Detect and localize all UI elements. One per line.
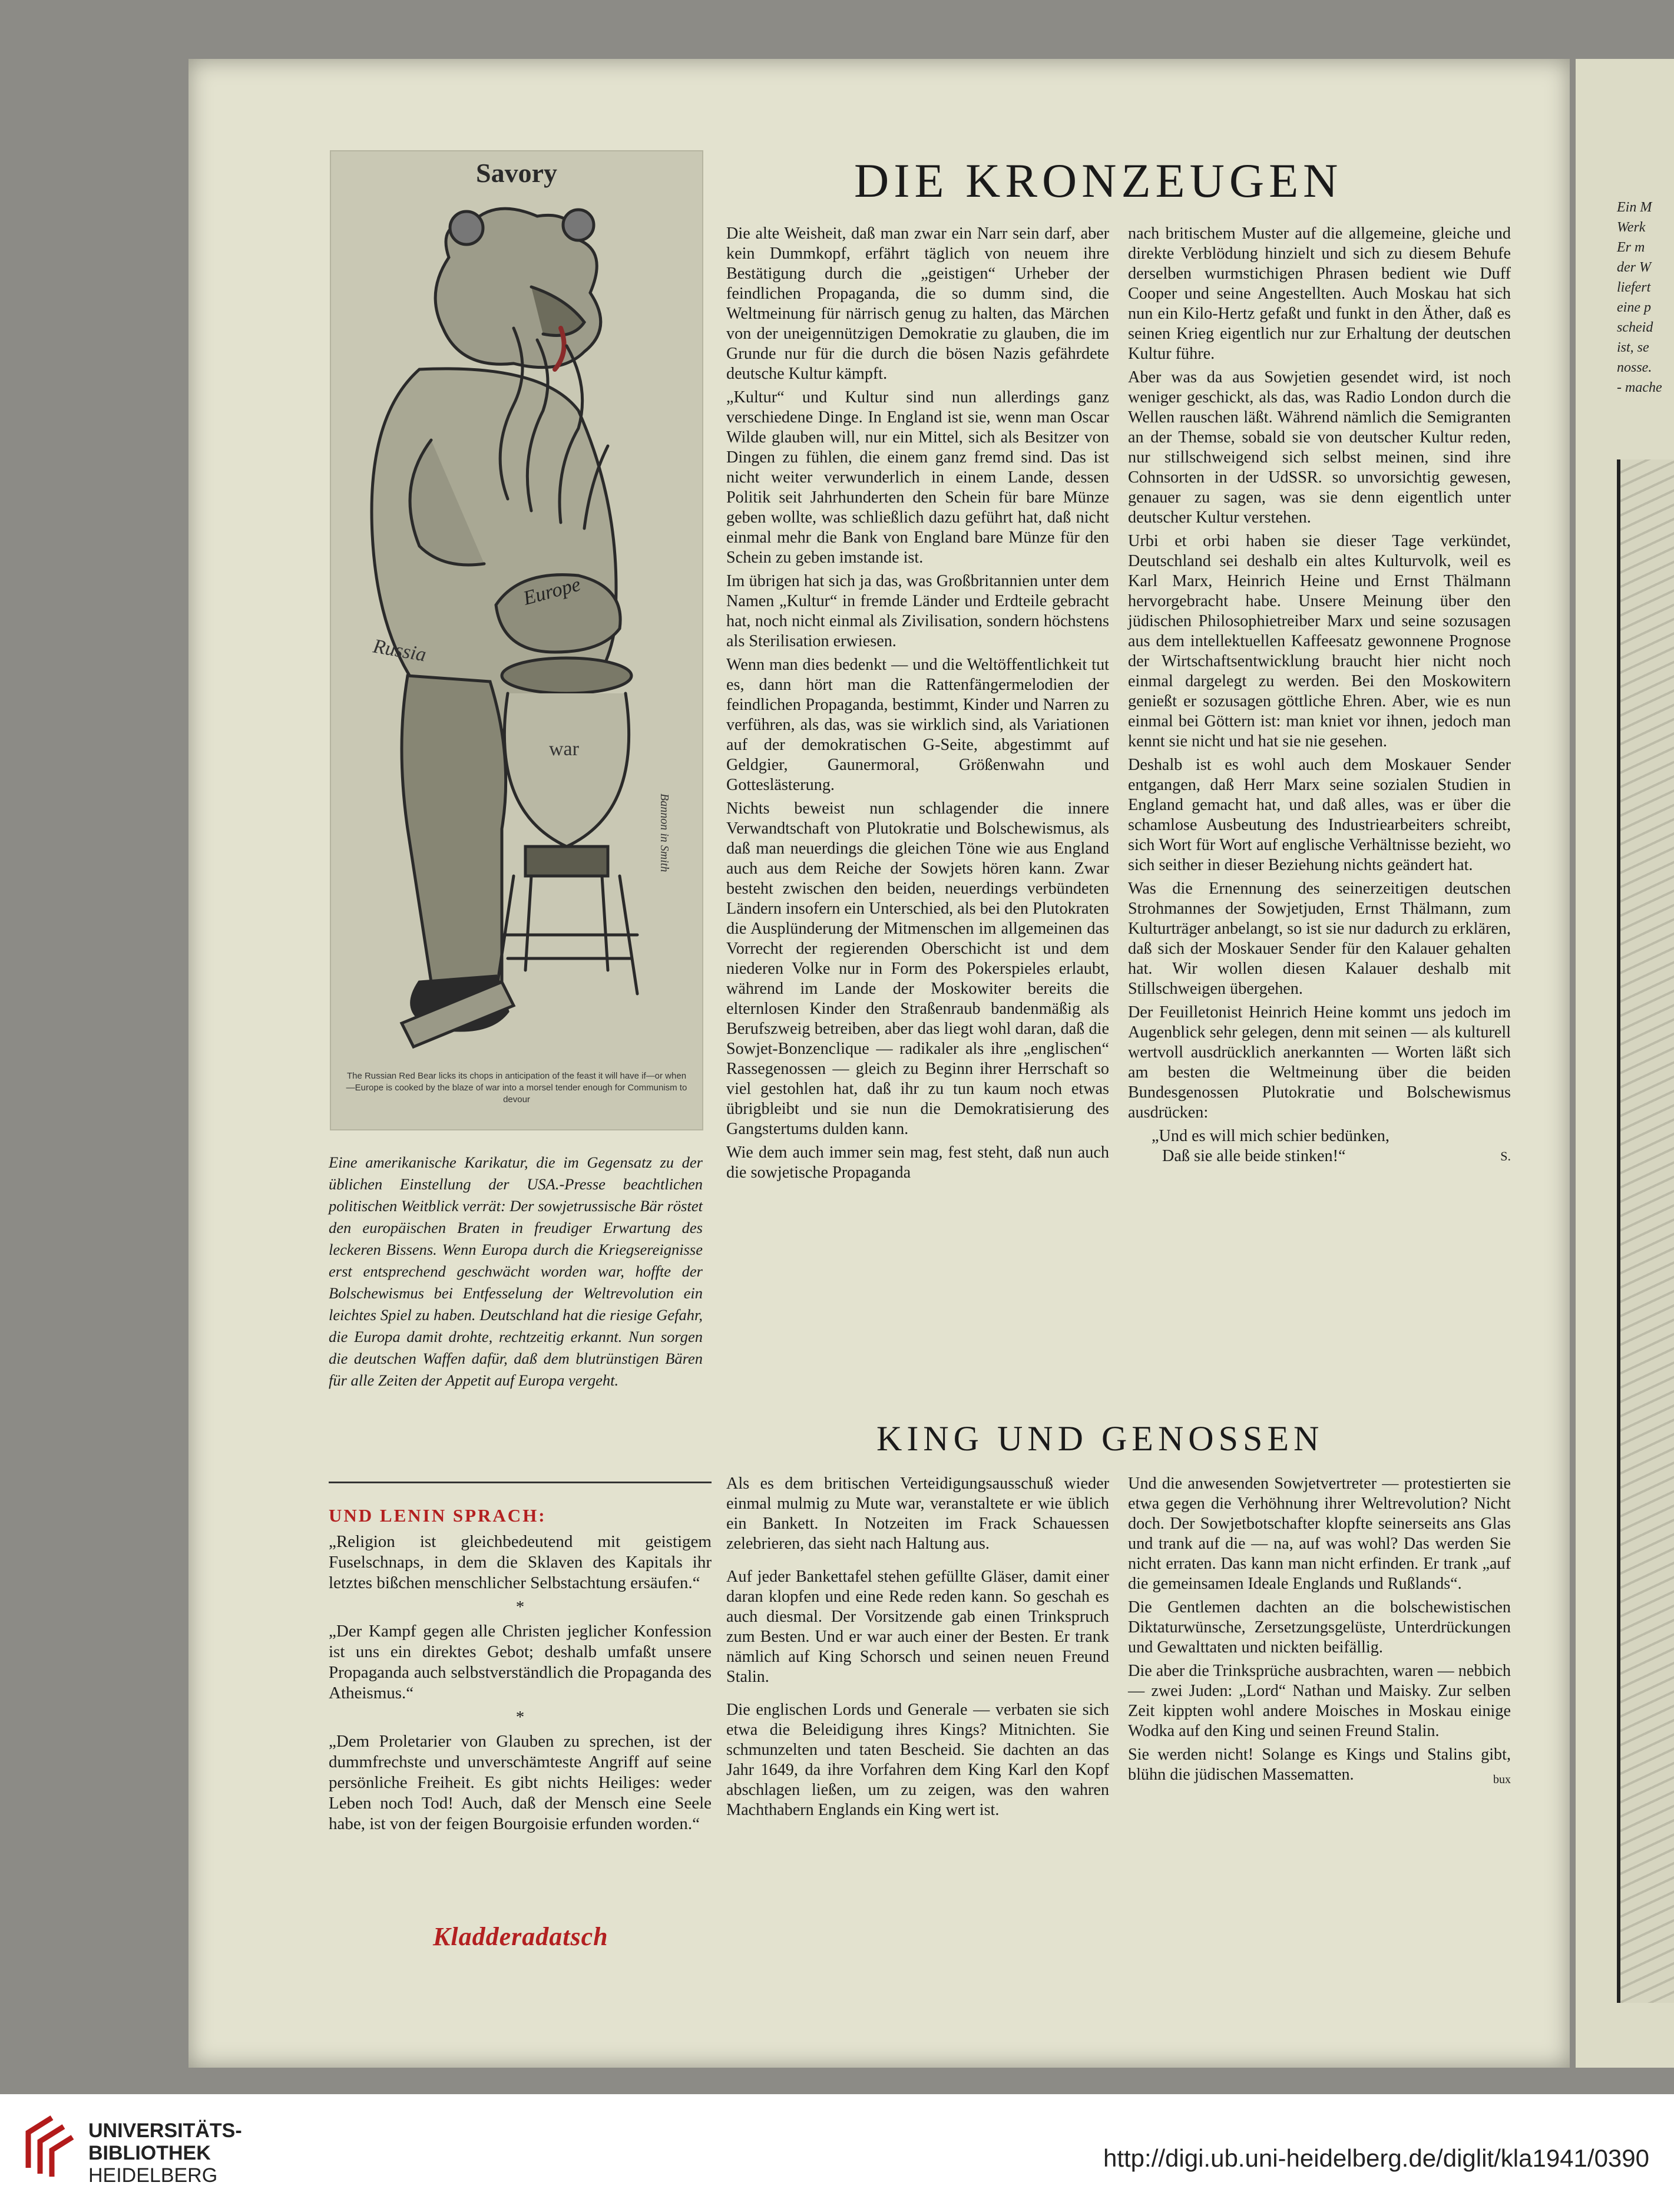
- next-page-edge: [1576, 59, 1674, 2068]
- bear-drawing: [331, 193, 702, 1064]
- paragraph: Als es dem britischen Verteidigungsausschuß wieder einmal mulmig zu Mute war, veranstaltete er wie üblich ein Bankett. In Notzeiten im Frack Schauessen zelebrieren, das sieht nach Haltung aus.: [726, 1474, 1109, 1553]
- next-page-text-line: Er m: [1617, 240, 1645, 255]
- paragraph: Urbi et orbi haben sie dieser Tage verkündet, Deutschland sei deshalb ein altes Kulturvolk, weil es Karl Marx, Heinrich Heine und Ernst Thälmann hervorgebracht habe. Unsere Meinung über den jüdischen Philosophietreiber Marx und seine sozusagen aus dem intellektuellen Kaffeesatz gewonnene Prognose der Wirtschaftsentwicklung braucht hier nicht noch einmal dargelegt zu werden. Bei den Moskowitern genießt er sozusagen göttliche Ehren. Aber, wie es nun einmal bei Göttern ist: man kniet vor ihnen, jedoch man kennt sie nicht und hat sie nie gesehen.: [1128, 532, 1511, 750]
- cartoon-artist-signature: Bannon in Smith: [658, 793, 671, 872]
- library-name-line: BIBLIOTHEK: [88, 2142, 211, 2164]
- next-page-text-line: der W: [1617, 260, 1651, 275]
- next-page-text-line: nosse.: [1617, 360, 1652, 375]
- paragraph: Die aber die Trinksprüche ausbrachten, waren — nebbich — zwei Juden: „Lord“ Nathan und Maisky. Zur selben Zeit kippten wohl andere Moisches in Moskau einige Wodka auf den King und seinen Freund Stalin.: [1128, 1662, 1511, 1740]
- cartoon-image: [330, 150, 703, 1130]
- next-page-text-line: Werk: [1617, 220, 1646, 235]
- library-name-line: HEIDELBERG: [88, 2164, 218, 2187]
- paragraph: Aber was da aus Sowjetien gesendet wird, ist noch weniger geschickt, als das, was Radio London durch die Wellen rauschen läßt. Während nämlich die Semigranten an der Themse, sobald sie von deutscher Kultur reden, nur stillschweigend sich selbst meinen, sind ihre Cohnsorten in der UdSSR. so unvorsichtig gewesen, genauer zu sagen, was sie denn eigentlich unter deutscher Kultur verstehen.: [1128, 368, 1511, 527]
- verse-line: „Und es will mich schier bedünken,: [1152, 1127, 1390, 1145]
- paragraph: Im übrigen hat sich ja das, was Großbritannien unter dem Namen „Kultur“ in fremde Länder und Erdteile gebracht hat, noch nicht einmal als Zivilisation, sondern höchstens als Sterilisation erwiesen.: [726, 572, 1109, 650]
- university-library-logo-icon[interactable]: [16, 2109, 81, 2180]
- cartoon-title: Savory: [476, 158, 557, 188]
- permalink-url[interactable]: http://digi.ub.uni-heidelberg.de/diglit/kla1941/0390: [1103, 2144, 1649, 2172]
- lenin-quote: „Religion ist gleichbedeutend mit geistigem Fuselschnaps, in dem die Sklaven des Kapitals ihr letztes bißchen menschlicher Selbstachtung ersäufen.“: [329, 1532, 712, 1592]
- next-page-text-line: Ein M: [1617, 200, 1652, 215]
- separator-star: *: [515, 1708, 525, 1727]
- article2-signature: bux: [1493, 1773, 1511, 1786]
- paragraph: Die alte Weisheit, daß man zwar ein Narr sein darf, aber kein Dummkopf, erfährt täglich von neuem ihre Bestätigung durch die „geistigen“ Urheber der feindlichen Propaganda, die so dumm sind, die Weltmeinung für närrisch genug zu halten, das Märchen von der uneigennützigen Demokratie zu glauben, die im Grunde nur für die durch die bösen Nazis gefährdete deutsche Kultur kämpft.: [726, 224, 1109, 383]
- library-name-line: UNIVERSITÄTS-: [88, 2120, 242, 2142]
- lenin-quote: „Der Kampf gegen alle Christen jeglicher Konfession ist uns ein direktes Gebot; deshalb umfaßt unsere Propaganda auch selbstverständlich die Propaganda des Atheismus.“: [329, 1622, 712, 1702]
- paragraph: Wie dem auch immer sein mag, fest steht, daß nun auch die sowjetische Propaganda: [726, 1143, 1109, 1182]
- next-page-text-line: eine p: [1617, 300, 1651, 315]
- paragraph: Und die anwesenden Sowjetvertreter — protestierten sie etwa gegen die Verhöhnung ihrer Weltrevolution? Nicht doch. Der Sowjetbotschafter klopfte seinerseits ans Glas und trank auf die — na, auf was wohl? Das werden Sie nicht erraten. Das kann man nicht erfinden. Er trank „auf die gemeinsamen Ideale Englands und Rußlands“.: [1128, 1474, 1511, 1593]
- verse-line-text: Daß sie alle beide stinken!“: [1162, 1147, 1346, 1165]
- next-page-illustration: [1617, 459, 1674, 2003]
- cartoon-label-russia: Russia: [371, 635, 428, 666]
- paragraph: [1128, 1745, 1511, 1785]
- article2-column-2: [1128, 1474, 1511, 1790]
- next-page-text-line: liefert: [1617, 280, 1651, 295]
- library-name[interactable]: [88, 2120, 242, 2187]
- masthead-logo: Kladderadatsch: [433, 1922, 608, 1951]
- cartoon-label-europe: Europe: [521, 573, 583, 610]
- paragraph: Nichts beweist nun schlagender die innere Verwandtschaft von Plutokratie und Bolschewismus, als daß man neuerdings die gleichen Töne wie aus England auch aus dem Reiche der Sowjets hören kann. Zwar besteht zwischen den beiden, neuerdings verbündeten Ländern insofern ein Unterschied, als bei den Plutokraten die Ausplünderung der Mitmenschen im allgemeinen das Vorrecht der regierenden Oberschicht ist und dem niederen Volke nur in Form des Pokerspieles erlaubt, während im Lande der Moskowiter bereits die elternlosen Kinder den Straßenraub bandenmäßig als Berufszweig betreiben, aber das liegt wohl daran, daß die Sowjet-Bonzenclique — radikaler als ihre „englischen“ Rassegenossen — gleich zu Beginn ihrer Herrschaft so viel gestohlen hat, daß ihr zu tun kaum noch etwas übrigbleibt und sie nun die Demokratisierung des Gangstertums dulden kann.: [726, 799, 1109, 1138]
- article1-column-2: [1128, 224, 1511, 1166]
- heine-verse: [1128, 1126, 1511, 1166]
- lenin-section: [329, 1505, 712, 1838]
- cartoon-label-war: war: [549, 738, 579, 760]
- lenin-quote: „Dem Proletarier von Glauben zu sprechen, ist der dummfrechste und unverschämteste Angriff auf seine persönliche Freiheit. Es gibt nichts Heiliges: weder Leben noch Tod! Auch, daß der Mensch eine Seele habe, ist von der feigen Bourgoisie erfunden worden.“: [329, 1732, 712, 1833]
- article-title: KING UND GENOSSEN: [876, 1419, 1324, 1458]
- next-page-text-line: scheid: [1617, 320, 1653, 335]
- cartoon-commentary: Eine amerikanische Karikatur, die im Gegensatz zu der üblichen Einstellung der USA.-Presse beachtlichen politischen Weitblick verrät: Der sowjetrussische Bär röstet den europäischen Braten in freudiger Erwartung des leckeren Bissens. Wenn Europa durch die Kriegsereignisse erst entsprechend geschwächt worden war, hoffte der Bolschewismus bei Entfesselung der Weltrevolution ein leichtes Spiel zu haben. Deutschland hat die riesige Gefahr, die Europa damit drohte, rechtzeitig erkannt. Nun sorgen die deutschen Waffen dafür, daß dem blutrünstigen Bären für alle Zeiten der Appetit auf Europa vergeht.: [329, 1153, 703, 1389]
- paragraph: Wenn man dies bedenkt — und die Weltöffentlichkeit tut es, dann hört man die Rattenfängermelodien der feindlichen Propaganda, bestimmt, Kinder und Narren zu verführen, als das, was sie wirklich sind, als Variationen auf der demokratischen G-Seite, abgestimmt auf Geldgier, Gaunermoral, Größenwahn und Gotteslästerung.: [726, 656, 1109, 794]
- paragraph: Die Gentlemen dachten an die bolschewistischen Diktaturwünsche, Zersetzungsgelüste, Unterdrückungen und Gewalttaten und nickten beifällig.: [1128, 1598, 1511, 1656]
- article2-column-1: [726, 1474, 1109, 1824]
- separator-star: *: [515, 1598, 525, 1616]
- paragraph: nach britischem Muster auf die allgemeine, gleiche und direkte Verblödung hinzielt und sich zu diesem Behufe derselben wurmstichigen Phrasen bedient wie Duff Cooper und seine Angestellten. Auch Moskau hat sich nun ein Kilo-Hertz gefaßt und funkt in den Äther, daß es seinen Krieg eigentlich nur zur Erhaltung der deutschen Kultur führe.: [1128, 224, 1511, 363]
- article-title: DIE KRONZEUGEN: [854, 154, 1343, 207]
- paragraph: Die englischen Lords und Generale — verbaten sie sich etwa die Beleidigung ihres Kings? Mitnichten. Sie schmunzelten und taten Bescheid. Sie dachten an das Jahr 1649, da ihre Vorfahren dem King Karl den Kopf abschlagen ließen, um zu zeigen, was den wahren Machthabern Englands ein King wert ist.: [726, 1701, 1109, 1819]
- lenin-heading: UND LENIN SPRACH:: [329, 1505, 547, 1526]
- paragraph: Was die Ernennung des seinerzeitigen deutschen Strohmannes der Sowjetjuden, Ernst Thälmann, zum Kulturträger anbelangt, so ist sie nur dadurch zu erklären, daß sich der Moskauer Sender für den Kalauer gehalten hat. Wir wollen diesen Kalauer deshalb mit Stillschweigen übergehen.: [1128, 879, 1511, 998]
- cartoon-caption: The Russian Red Bear licks its chops in anticipation of the feast it will have if—or when—Europe is cooked by the blaze of war into a morsel tender enough for Communism to devour: [346, 1071, 687, 1105]
- article1-column-1: [726, 224, 1109, 1186]
- paragraph-text: Sie werden nicht! Solange es Kings und Stalins gibt, blühn die jüdischen Massematten.: [1128, 1745, 1511, 1784]
- paragraph: Deshalb ist es wohl auch dem Moskauer Sender entgangen, daß Herr Marx seine sozialen Studien in England gemacht hat, und daß alles, was er über die schamlose Ausbeutung des Industriearbeiters schreibt, sich Wort für Wort auf englische Verhältnisse bezieht, wo sich seither in dieser Beziehung nichts geändert hat.: [1128, 756, 1511, 874]
- verse-line: [1152, 1146, 1511, 1166]
- paragraph: Auf jeder Bankettafel stehen gefüllte Gläser, damit einer daran klopfen und eine Rede reden kann. So geschah es auch diesmal. Der Vorsitzende gab einen Trinkspruch zum Besten. Und er war auch einer der Besten. Er trank nämlich auf King Schorsch und seinen neuen Freund Stalin.: [726, 1568, 1109, 1686]
- section-divider: [329, 1482, 712, 1483]
- next-page-text-line: - mache: [1617, 380, 1662, 395]
- article1-signature: S.: [1500, 1149, 1511, 1163]
- paragraph: Der Feuilletonist Heinrich Heine kommt uns jedoch im Augenblick sehr gelegen, denn mit seinen — als kulturell wertvoll ausdrücklich anerkannten — Worten läßt sich am besten die Weltmeinung über die beiden Bundesgenossen Plutokratie und Bolschewismus ausdrücken:: [1128, 1003, 1511, 1122]
- next-page-text-line: ist, se: [1617, 340, 1649, 355]
- paragraph: „Kultur“ und Kultur sind nun allerdings ganz verschiedene Dinge. In England ist sie, wenn man Oscar Wilde glauben will, nur ein Mittel, sich als Besitzer von Dingen zu fühlen, die einem ganz fremd sind. Das ist nicht weiter verwunderlich in einem Lande, dessen Politik seit Jahrhunderten den Schein für bare Münze geben wollte, was schließlich dazu geführt hat, daß nicht einmal mehr die Bank von England bare Münze für den Schein zu geben imstande ist.: [726, 388, 1109, 567]
